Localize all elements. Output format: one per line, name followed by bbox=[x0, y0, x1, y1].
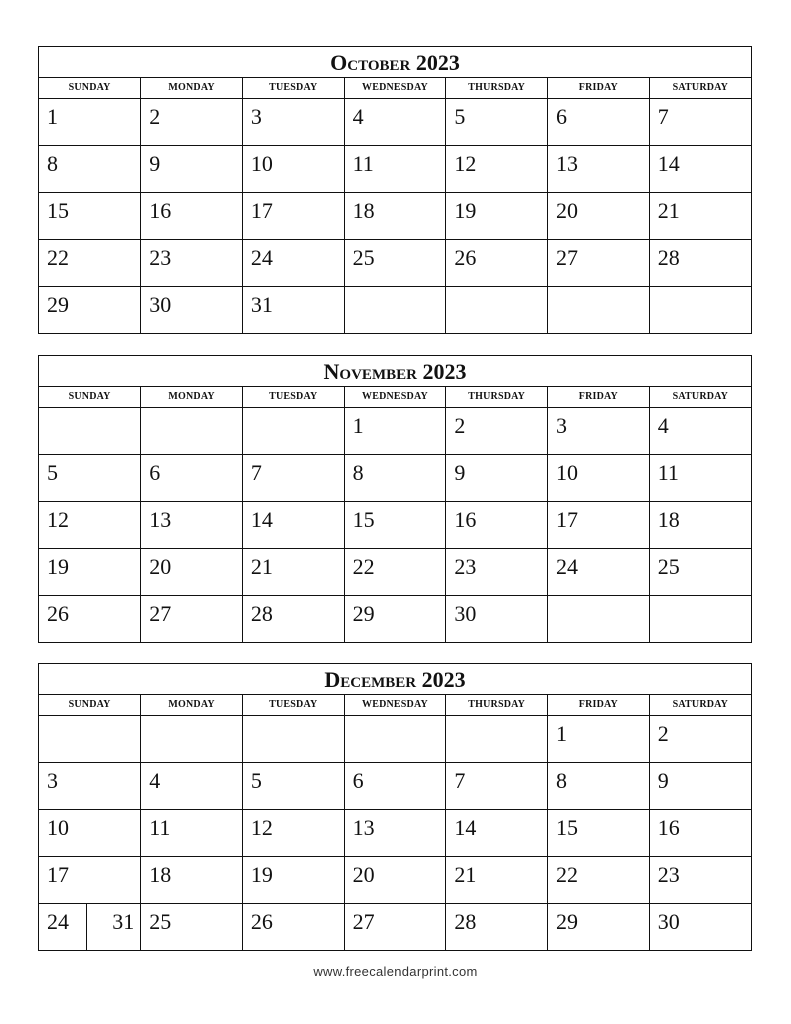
day-number: 17 bbox=[47, 861, 69, 887]
week-row bbox=[39, 548, 751, 595]
week-row bbox=[39, 145, 751, 192]
day-number bbox=[243, 408, 344, 414]
weekday-header-row bbox=[39, 695, 751, 715]
day-number: 19 bbox=[454, 197, 477, 223]
day-number: 17 bbox=[556, 506, 579, 532]
day-cell bbox=[446, 145, 548, 192]
day-number: 21 bbox=[250, 553, 273, 579]
day-number: 22 bbox=[556, 861, 579, 887]
month-november bbox=[38, 355, 752, 643]
day-cell bbox=[446, 762, 548, 809]
weekday-header: THURSDAY bbox=[446, 695, 548, 715]
weekday-header: THURSDAY bbox=[446, 387, 548, 407]
day-number: 8 bbox=[47, 150, 58, 176]
month-title: December 2023 bbox=[39, 664, 751, 695]
day-cell bbox=[548, 501, 650, 548]
day-number: 2 bbox=[454, 412, 466, 438]
day-cell bbox=[548, 548, 650, 595]
day-cell bbox=[39, 145, 141, 192]
weekday-header-row bbox=[39, 387, 751, 407]
weekday-header: MONDAY bbox=[141, 695, 243, 715]
website-url[interactable]: www.freecalendarprint.com bbox=[313, 964, 478, 979]
day-cell bbox=[446, 239, 548, 286]
day-cell bbox=[141, 856, 243, 903]
day-cell bbox=[344, 239, 446, 286]
day-number: 27 bbox=[149, 600, 172, 626]
day-cell bbox=[39, 286, 141, 333]
day-cell bbox=[344, 762, 446, 809]
day-cell bbox=[548, 856, 650, 903]
day-number: 3 bbox=[47, 767, 58, 793]
day-cell bbox=[39, 192, 141, 239]
day-number: 24 bbox=[47, 908, 69, 934]
day-cell bbox=[39, 715, 141, 762]
week-row bbox=[39, 454, 751, 501]
weekday-header: MONDAY bbox=[141, 387, 243, 407]
day-cell bbox=[649, 501, 751, 548]
day-number bbox=[345, 716, 446, 722]
day-cell bbox=[649, 145, 751, 192]
day-number: 20 bbox=[352, 861, 375, 887]
day-number bbox=[39, 408, 140, 414]
day-cell bbox=[242, 595, 344, 642]
day-number bbox=[141, 716, 242, 722]
day-number: 1 bbox=[47, 103, 58, 129]
week-row bbox=[39, 903, 751, 950]
day-number: 1 bbox=[556, 720, 568, 746]
day-cell bbox=[39, 98, 141, 145]
day-cell bbox=[548, 407, 650, 454]
day-number: 4 bbox=[352, 103, 364, 129]
day-cell bbox=[548, 715, 650, 762]
day-cell bbox=[141, 145, 243, 192]
day-number: 17 bbox=[250, 197, 273, 223]
day-cell bbox=[649, 98, 751, 145]
day-number: 28 bbox=[250, 600, 273, 626]
day-cell bbox=[649, 239, 751, 286]
day-cell bbox=[649, 454, 751, 501]
day-number bbox=[39, 716, 140, 722]
day-cell bbox=[242, 548, 344, 595]
day-number: 26 bbox=[454, 244, 477, 270]
week-row bbox=[39, 192, 751, 239]
week-row bbox=[39, 762, 751, 809]
day-number: 6 bbox=[352, 767, 364, 793]
day-number bbox=[446, 287, 547, 293]
day-number: 19 bbox=[250, 861, 273, 887]
day-cell bbox=[141, 903, 243, 950]
day-number: 23 bbox=[454, 553, 477, 579]
day-cell bbox=[446, 286, 548, 333]
calendar-grid bbox=[39, 78, 751, 333]
day-number: 12 bbox=[250, 814, 273, 840]
day-number: 9 bbox=[454, 459, 466, 485]
day-cell bbox=[649, 407, 751, 454]
day-number: 12 bbox=[47, 506, 69, 532]
day-number: 31 bbox=[250, 291, 273, 317]
weekday-header: FRIDAY bbox=[548, 78, 650, 98]
month-december bbox=[38, 663, 752, 951]
day-number: 23 bbox=[657, 861, 680, 887]
month-title: October 2023 bbox=[39, 47, 751, 78]
day-cell bbox=[344, 809, 446, 856]
week-row bbox=[39, 407, 751, 454]
weekday-header: SATURDAY bbox=[649, 387, 751, 407]
day-number: 28 bbox=[657, 244, 680, 270]
day-cell bbox=[344, 454, 446, 501]
day-cell bbox=[242, 286, 344, 333]
day-cell bbox=[141, 407, 243, 454]
week-row bbox=[39, 715, 751, 762]
day-cell bbox=[242, 715, 344, 762]
day-number: 5 bbox=[47, 459, 58, 485]
week-row bbox=[39, 286, 751, 333]
day-cell bbox=[344, 856, 446, 903]
weekday-header: TUESDAY bbox=[242, 78, 344, 98]
month-title: November 2023 bbox=[39, 356, 751, 387]
day-number bbox=[446, 716, 547, 722]
day-cell bbox=[242, 98, 344, 145]
day-cell bbox=[344, 145, 446, 192]
day-cell bbox=[548, 286, 650, 333]
day-number: 30 bbox=[149, 291, 172, 317]
week-row bbox=[39, 809, 751, 856]
day-number: 14 bbox=[250, 506, 273, 532]
day-number: 24 bbox=[556, 553, 579, 579]
day-number: 22 bbox=[352, 553, 375, 579]
day-cell bbox=[649, 903, 751, 950]
day-cell bbox=[39, 856, 141, 903]
day-cell bbox=[141, 762, 243, 809]
day-number: 9 bbox=[657, 767, 669, 793]
week-row bbox=[39, 595, 751, 642]
day-number: 6 bbox=[149, 459, 161, 485]
weekday-header: FRIDAY bbox=[548, 387, 650, 407]
day-cell bbox=[446, 715, 548, 762]
day-cell bbox=[344, 98, 446, 145]
day-number: 7 bbox=[657, 103, 669, 129]
day-number: 12 bbox=[454, 150, 477, 176]
day-number: 28 bbox=[454, 908, 477, 934]
day-number: 3 bbox=[250, 103, 262, 129]
day-number: 13 bbox=[352, 814, 375, 840]
day-number: 21 bbox=[454, 861, 477, 887]
day-cell bbox=[141, 809, 243, 856]
day-number: 9 bbox=[149, 150, 161, 176]
day-cell bbox=[242, 407, 344, 454]
day-number: 6 bbox=[556, 103, 568, 129]
day-number: 29 bbox=[352, 600, 375, 626]
weekday-header: SUNDAY bbox=[39, 78, 141, 98]
day-cell bbox=[344, 715, 446, 762]
day-cell bbox=[141, 715, 243, 762]
day-number: 30 bbox=[657, 908, 680, 934]
day-number: 29 bbox=[47, 291, 69, 317]
day-number: 5 bbox=[250, 767, 262, 793]
day-cell bbox=[242, 192, 344, 239]
weekday-header: TUESDAY bbox=[242, 387, 344, 407]
weekday-header: THURSDAY bbox=[446, 78, 548, 98]
day-number: 18 bbox=[149, 861, 172, 887]
day-cell bbox=[141, 595, 243, 642]
day-number: 29 bbox=[556, 908, 579, 934]
day-number: 8 bbox=[556, 767, 568, 793]
day-cell bbox=[446, 192, 548, 239]
day-cell bbox=[548, 145, 650, 192]
week-row bbox=[39, 856, 751, 903]
day-number: 25 bbox=[657, 553, 680, 579]
day-cell bbox=[344, 501, 446, 548]
weekday-header: WEDNESDAY bbox=[344, 78, 446, 98]
day-cell bbox=[649, 548, 751, 595]
weekday-header: SUNDAY bbox=[39, 695, 141, 715]
day-number: 8 bbox=[352, 459, 364, 485]
week-row bbox=[39, 239, 751, 286]
day-number: 11 bbox=[352, 150, 374, 176]
day-cell bbox=[39, 407, 141, 454]
day-number: 16 bbox=[454, 506, 477, 532]
day-cell bbox=[649, 192, 751, 239]
day-number: 30 bbox=[454, 600, 477, 626]
day-cell bbox=[446, 501, 548, 548]
day-number: 13 bbox=[556, 150, 579, 176]
day-cell bbox=[141, 98, 243, 145]
day-cell bbox=[548, 98, 650, 145]
day-cell bbox=[344, 595, 446, 642]
day-cell bbox=[242, 762, 344, 809]
day-cell bbox=[649, 286, 751, 333]
day-number: 4 bbox=[149, 767, 161, 793]
day-number: 3 bbox=[556, 412, 568, 438]
day-cell bbox=[649, 715, 751, 762]
weekday-header: TUESDAY bbox=[242, 695, 344, 715]
day-number: 24 bbox=[250, 244, 273, 270]
day-cell bbox=[141, 192, 243, 239]
day-cell bbox=[344, 192, 446, 239]
calendar-grid bbox=[39, 387, 751, 642]
day-number: 18 bbox=[352, 197, 375, 223]
day-number bbox=[548, 287, 649, 293]
day-number: 31 bbox=[86, 904, 140, 951]
day-number: 7 bbox=[454, 767, 466, 793]
day-cell bbox=[649, 595, 751, 642]
day-cell bbox=[548, 192, 650, 239]
day-number: 10 bbox=[556, 459, 579, 485]
day-cell bbox=[344, 407, 446, 454]
day-cell bbox=[446, 454, 548, 501]
day-number: 15 bbox=[47, 197, 69, 223]
day-number: 19 bbox=[47, 553, 69, 579]
day-number: 22 bbox=[47, 244, 69, 270]
day-cell bbox=[39, 454, 141, 501]
day-number: 23 bbox=[149, 244, 172, 270]
day-number: 15 bbox=[556, 814, 579, 840]
day-number: 7 bbox=[250, 459, 262, 485]
day-number: 2 bbox=[657, 720, 669, 746]
day-number bbox=[650, 287, 751, 293]
day-cell bbox=[446, 809, 548, 856]
day-cell bbox=[39, 903, 141, 950]
day-number: 20 bbox=[556, 197, 579, 223]
day-number: 25 bbox=[149, 908, 172, 934]
day-number: 27 bbox=[352, 908, 375, 934]
day-number: 14 bbox=[657, 150, 680, 176]
day-cell bbox=[141, 239, 243, 286]
day-cell bbox=[548, 903, 650, 950]
day-number: 14 bbox=[454, 814, 477, 840]
day-cell bbox=[548, 239, 650, 286]
day-cell bbox=[446, 98, 548, 145]
day-number: 25 bbox=[352, 244, 375, 270]
day-number: 18 bbox=[657, 506, 680, 532]
weekday-header: WEDNESDAY bbox=[344, 695, 446, 715]
day-cell bbox=[242, 809, 344, 856]
day-cell bbox=[344, 286, 446, 333]
day-cell bbox=[649, 856, 751, 903]
weekday-header: SUNDAY bbox=[39, 387, 141, 407]
day-cell bbox=[548, 809, 650, 856]
day-cell bbox=[141, 286, 243, 333]
day-cell bbox=[548, 454, 650, 501]
day-number: 20 bbox=[149, 553, 172, 579]
day-cell bbox=[141, 454, 243, 501]
day-number: 2 bbox=[149, 103, 161, 129]
weekday-header: WEDNESDAY bbox=[344, 387, 446, 407]
day-number: 1 bbox=[352, 412, 364, 438]
day-number: 11 bbox=[149, 814, 171, 840]
weekday-header-row bbox=[39, 78, 751, 98]
day-cell bbox=[242, 145, 344, 192]
day-cell bbox=[649, 809, 751, 856]
day-cell bbox=[548, 595, 650, 642]
day-cell bbox=[344, 548, 446, 595]
day-number: 27 bbox=[556, 244, 579, 270]
day-cell bbox=[446, 903, 548, 950]
weekday-header: FRIDAY bbox=[548, 695, 650, 715]
day-number bbox=[650, 596, 751, 602]
weekday-header: MONDAY bbox=[141, 78, 243, 98]
day-number: 13 bbox=[149, 506, 172, 532]
day-cell bbox=[39, 239, 141, 286]
day-cell bbox=[39, 501, 141, 548]
day-cell bbox=[548, 762, 650, 809]
day-number bbox=[548, 596, 649, 602]
day-cell bbox=[242, 239, 344, 286]
day-cell bbox=[649, 762, 751, 809]
day-cell bbox=[242, 454, 344, 501]
week-row bbox=[39, 501, 751, 548]
weekday-header: SATURDAY bbox=[649, 78, 751, 98]
day-cell bbox=[39, 762, 141, 809]
day-number: 26 bbox=[250, 908, 273, 934]
weekday-header: SATURDAY bbox=[649, 695, 751, 715]
day-cell bbox=[446, 548, 548, 595]
week-row bbox=[39, 98, 751, 145]
day-cell bbox=[39, 809, 141, 856]
day-number: 5 bbox=[454, 103, 466, 129]
day-number: 10 bbox=[47, 814, 69, 840]
calendar-grid bbox=[39, 695, 751, 950]
split-day-cell bbox=[39, 904, 140, 951]
day-cell bbox=[446, 595, 548, 642]
day-number: 4 bbox=[657, 412, 669, 438]
day-number: 15 bbox=[352, 506, 375, 532]
day-number: 10 bbox=[250, 150, 273, 176]
day-cell bbox=[141, 548, 243, 595]
day-cell bbox=[446, 407, 548, 454]
day-number bbox=[243, 716, 344, 722]
day-cell bbox=[39, 595, 141, 642]
day-number: 11 bbox=[657, 459, 679, 485]
day-number: 16 bbox=[149, 197, 172, 223]
day-cell bbox=[242, 856, 344, 903]
day-cell bbox=[344, 903, 446, 950]
day-number bbox=[345, 287, 446, 293]
day-number: 21 bbox=[657, 197, 680, 223]
day-cell bbox=[39, 548, 141, 595]
day-cell bbox=[242, 501, 344, 548]
day-number: 26 bbox=[47, 600, 69, 626]
day-number bbox=[141, 408, 242, 414]
day-cell bbox=[446, 856, 548, 903]
day-cell bbox=[141, 501, 243, 548]
day-cell bbox=[242, 903, 344, 950]
month-october bbox=[38, 46, 752, 334]
day-number: 16 bbox=[657, 814, 680, 840]
